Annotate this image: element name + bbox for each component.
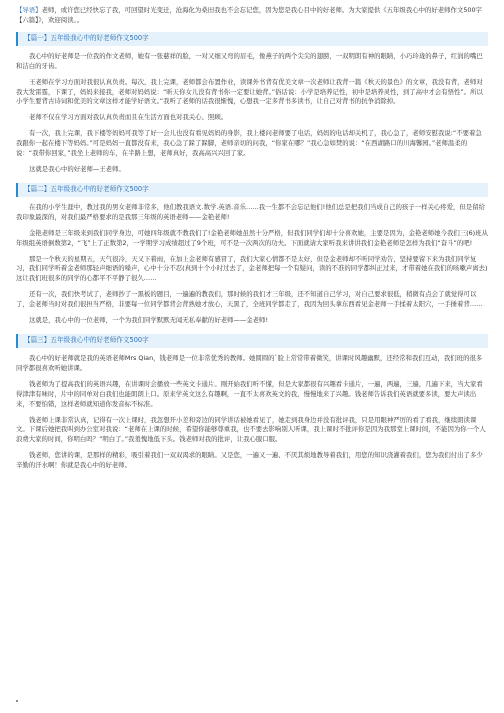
intro-text: 老师，或许您已经快忘了我，可回望时光变迁，沧海化为桑田我也不会忘记您，因为您是我心目中的好老师。为大家提供《五年级我心中的好老师作文500字【六篇】》，欢迎阅读。。 <box>16 6 482 24</box>
paragraph: 钱老师上课非常认真，记得有一次上课时，我忽想开小差和旁边的同学讲话被她看见了，她走到我身边并没有批评我，只是用眼神严厉的看了看我，继续朗读课文。下课后她把我叫到办公室对我说：“老师在上课的时候，希望你能够尊重我，也不要去影响别人听课，我上课时不批评你是因为我那堂上课时间，不能因为你一个人浪费大家的时间，你明白吗？”明白了。”我羞愧地低下头。钱老师对我的批评，让我心服口服。 <box>16 415 486 444</box>
paragraph: 老师不仅在学习方面对我认真负责而且在生活方面也对我关心、照顾。 <box>29 113 228 122</box>
paragraph: 有一次，我上完课，我下楼等妈妈可我等了好一会儿也没有看见妈妈的身影，我上楼问老师要了电话，妈妈的电话却关机了，我心急了，老师安慰我说:“不要着急我跟你一起在楼下等妈妈。”可是妈妈一直都没有来，我心急了跺了跺脚，老师亲切的问我，“你家在哪？”我心急如焚的说：“在西湖路口的川海馨园。”老师温柔的说：“我带你回家，”我坐上老师的车，在半路上想，老师真好，我高高兴兴回了家。 <box>16 129 482 158</box>
section-title: 【篇一】五年级我心中的好老师作文500字 <box>16 32 488 46</box>
section-3 <box>16 334 488 471</box>
section-2 <box>16 183 488 326</box>
paragraph: 王老师在学习方面对我很认真负责。每次，我上完课，老师都会布置作业，读课外书背有优美文章一次老师让我背一篇《秋天的景色》的文章，我没有背，老师对我大发雷霆，下课了，妈妈来接我，老师对妈妈说：“昕天你女儿没有背书你一定要让她背。”俗话说：小学是培养记性，初中是培养灵性，到了高中才会有悟性”。所以小学生要背古诗词和优美的文章这样才能学好语文。”我听了老师的话我很惭愧，心想我一定多背书多读书，让自己对背书的抗争消除掉。 <box>16 77 483 106</box>
page-marker-dot <box>16 700 18 702</box>
paragraph: 这就是，我心中的一位老师，一个为我们同学默默无闻无私奉献的好老师——金老师! <box>29 316 269 325</box>
paragraph: 这就是我心中的好老师—王老师。 <box>29 165 125 174</box>
paragraph: 钱老师，您讲的课，是那样的精彩，吸引着我们一双双渴求的眼睛。又是您，一遍又一遍、不厌其烦地教导着我们，用您的知识浇灌着我们，您为我们付出了多少辛勤的汗水啊！你就是我心中的好老师。 <box>16 451 483 470</box>
section-1 <box>16 32 488 175</box>
paragraph: 金艳老师是三年级来到我们同学身边，可她四年级就不教我们了!金艳老师她虽然十分严格，但我们同学们却十分喜欢她，主要是因为，金艳老师她今我们三(6)班从年级组英语倒数第2，“飞”上了正数第2，一学期学习成绩超过了9个班，可不是一次两次的功夫。下面就请大家听我来讲讲我们金艳老师是怎样为我们“奋斗”的吧! <box>16 228 488 247</box>
paragraph: 我心中的好老师是一位我的作文老师，她有一张慈祥的脸，一对又细又弯的眉毛，像燕子的两个尖尖的翅膀，一双明朗有神的眼睛，小巧玲珑的鼻子，红润的嘴巴和洁白的牙齿。 <box>16 51 483 70</box>
paragraph: 在我的小学生涯中，教过我的男女老师非常多，他们教我语文.数学.英语.音乐……我一生都不会忘记他们!他们总是把我们当成自己的孩子一样关心疼爱，但是留给我印象最深的，对我们最严格要求的是我那三年级的英语老师——金艳老师! <box>16 202 485 221</box>
intro-tag: 【导语】 <box>16 6 42 14</box>
intro <box>16 6 488 26</box>
paragraph: 我心中的好老师就是我的英语老师Mrs Qian，钱老师是一位非常优秀的教师。她圆圆的`脸上常常带着微笑，讲课时风趣幽默，还经常和我们互动，我们班的很多同学都很喜欢听她讲课。 <box>16 353 483 372</box>
paragraph: 钱老师为了提高我们的英语兴趣，在讲课时会播放一些英文卡通片。刚开始我们听不懂，但是大家都很有兴趣看卡通片，一遍，两遍，三遍，几遍下来，当大家看得津津有味时，片中的同单对白我们也能朗朗上口。原来学英文这么有趣啊，一直不太喜欢英文的我，慢慢地来了兴趣。钱老师告诉我们英语就要多读，要大声读出来，不要怕错，这样老师就知道你发音标不标准。 <box>16 379 483 408</box>
paragraph: 还有一次，我们快考试了，老师抄了一黑板的题目，一遍遍的教我们，那时候的我们才三年级，还不知道自己学习，对自己要求很低，稍微有点会了就觉得可以了，金老师当时对我们很担当严格，非要每一位同学都背会背熟她才放心，天黑了，全班同学都走了，我因为回头拿东西看见金老师一手揉着太阳穴，一手捶着背…… <box>16 290 483 309</box>
paragraph: 那是一个秋天的星期五，天气很冷，天又下着雨，在加上金老师有感冒了，我们大家心情都不是太好，但是金老师却不听同学劝告，坚持要留下来为我们同学复习，我们同学听着金老师那轻声细语的嗓声，心中十分不忍(真到十个小时过去了，金老师把每一个有疑问，读的不准的同学都纠正过来，才带着她在我们的咳嗽声离去)这让我们班很多的同学的心都平不平静了很久…… <box>16 254 488 283</box>
section-title: 【篇三】五年级我心中的好老师作文500字 <box>16 334 488 348</box>
section-title: 【篇二】五年级我心中的好老师作文500字 <box>16 183 488 197</box>
